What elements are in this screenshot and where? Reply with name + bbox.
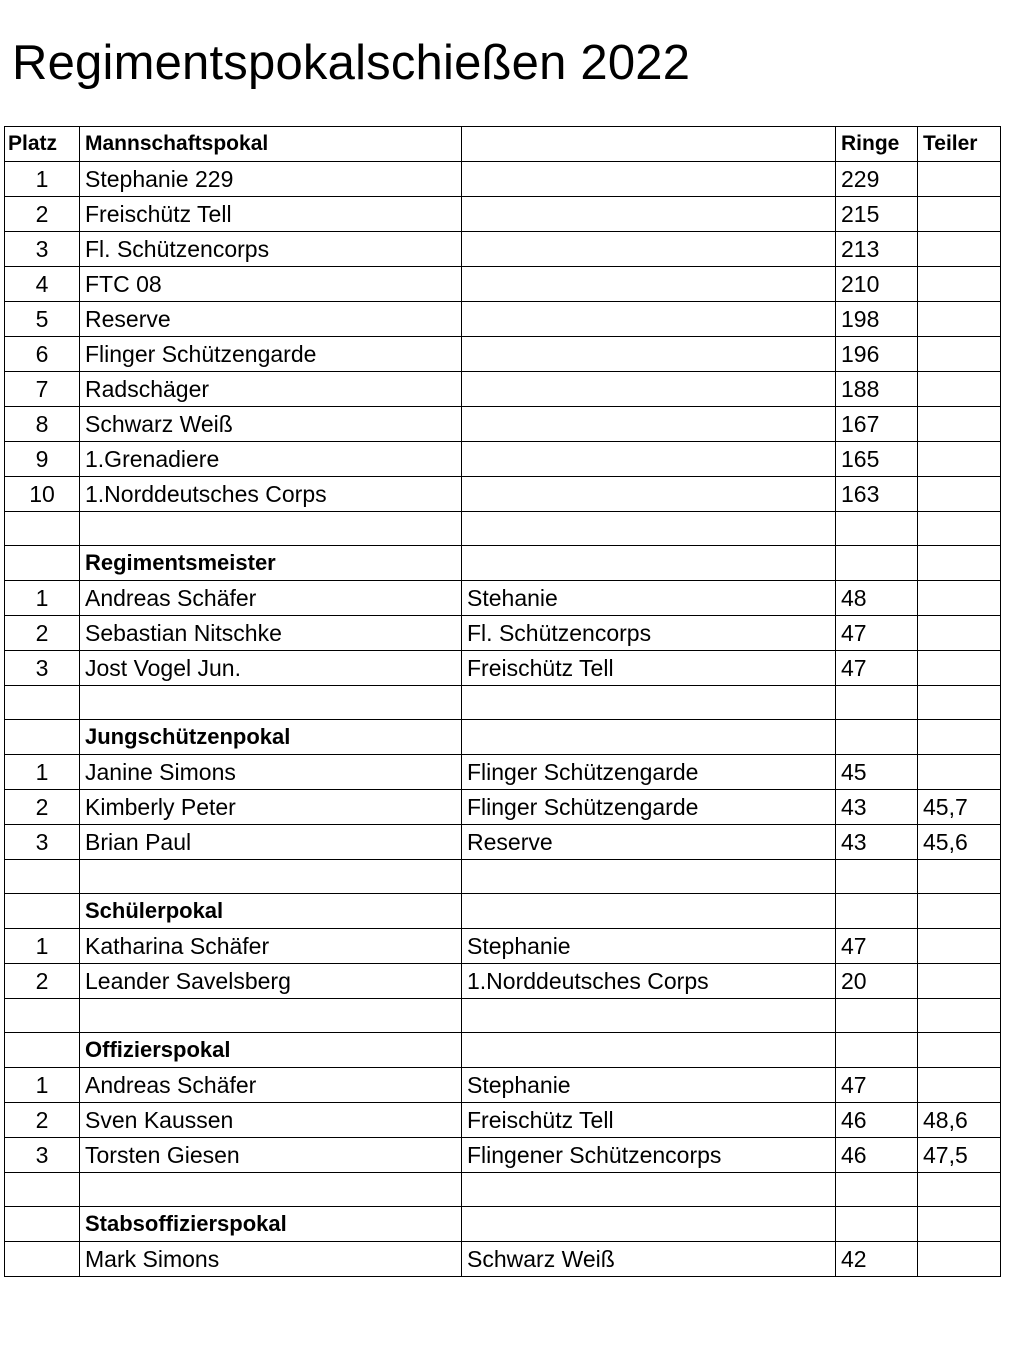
header-team <box>462 127 836 162</box>
platz-cell <box>5 1033 80 1068</box>
team-cell <box>462 162 836 197</box>
name-cell <box>80 686 462 720</box>
team-cell <box>462 999 836 1033</box>
section-title: Stabsoffizierspokal <box>80 1207 462 1242</box>
team-cell: Freischütz Tell <box>462 1103 836 1138</box>
name-cell: Leander Savelsberg <box>80 964 462 999</box>
team-cell: Flinger Schützengarde <box>462 755 836 790</box>
teiler-cell <box>918 1173 1001 1207</box>
name-cell <box>80 512 462 546</box>
name-cell <box>80 1173 462 1207</box>
teiler-cell <box>918 616 1001 651</box>
teiler-cell <box>918 232 1001 267</box>
ringe-cell <box>836 1033 918 1068</box>
teiler-cell <box>918 442 1001 477</box>
platz-cell <box>5 1242 80 1277</box>
table-row <box>5 197 1001 232</box>
ringe-cell <box>836 512 918 546</box>
ringe-cell: 43 <box>836 825 918 860</box>
platz-cell: 1 <box>5 1068 80 1103</box>
ringe-cell <box>836 720 918 755</box>
platz-cell: 4 <box>5 267 80 302</box>
name-cell: Andreas Schäfer <box>80 581 462 616</box>
table-row <box>5 581 1001 616</box>
ringe-cell: 45 <box>836 755 918 790</box>
platz-cell: 7 <box>5 372 80 407</box>
team-cell <box>462 512 836 546</box>
teiler-cell <box>918 720 1001 755</box>
name-cell: Flinger Schützengarde <box>80 337 462 372</box>
ringe-cell: 47 <box>836 1068 918 1103</box>
team-cell <box>462 302 836 337</box>
name-cell: Torsten Giesen <box>80 1138 462 1173</box>
blank-row <box>5 686 1001 720</box>
name-cell: Janine Simons <box>80 755 462 790</box>
teiler-cell <box>918 860 1001 894</box>
name-cell: Jost Vogel Jun. <box>80 651 462 686</box>
ringe-cell: 210 <box>836 267 918 302</box>
team-cell: Stephanie <box>462 1068 836 1103</box>
section-title: Schülerpokal <box>80 894 462 929</box>
name-cell: Brian Paul <box>80 825 462 860</box>
teiler-cell <box>918 1068 1001 1103</box>
platz-cell: 10 <box>5 477 80 512</box>
team-cell <box>462 372 836 407</box>
teiler-cell <box>918 512 1001 546</box>
teiler-cell <box>918 755 1001 790</box>
team-cell <box>462 720 836 755</box>
team-cell: 1.Norddeutsches Corps <box>462 964 836 999</box>
platz-cell: 3 <box>5 232 80 267</box>
teiler-cell <box>918 1207 1001 1242</box>
platz-cell <box>5 546 80 581</box>
ringe-cell <box>836 999 918 1033</box>
section-header-row <box>5 1207 1001 1242</box>
platz-cell: 8 <box>5 407 80 442</box>
platz-cell <box>5 512 80 546</box>
teiler-cell: 45,7 <box>918 790 1001 825</box>
platz-cell <box>5 860 80 894</box>
platz-cell: 3 <box>5 1138 80 1173</box>
platz-cell: 2 <box>5 616 80 651</box>
team-cell <box>462 337 836 372</box>
name-cell: 1.Norddeutsches Corps <box>80 477 462 512</box>
table-row <box>5 1103 1001 1138</box>
platz-cell: 1 <box>5 581 80 616</box>
blank-row <box>5 512 1001 546</box>
table-header-row <box>5 127 1001 162</box>
blank-row <box>5 1173 1001 1207</box>
team-cell <box>462 860 836 894</box>
team-cell: Flinger Schützengarde <box>462 790 836 825</box>
platz-cell: 9 <box>5 442 80 477</box>
table-row <box>5 825 1001 860</box>
teiler-cell <box>918 546 1001 581</box>
teiler-cell <box>918 267 1001 302</box>
platz-cell: 2 <box>5 1103 80 1138</box>
section-header-row <box>5 720 1001 755</box>
table-row <box>5 790 1001 825</box>
table-row <box>5 964 1001 999</box>
ringe-cell: 47 <box>836 929 918 964</box>
teiler-cell <box>918 162 1001 197</box>
table-row <box>5 442 1001 477</box>
name-cell: Sebastian Nitschke <box>80 616 462 651</box>
teiler-cell <box>918 929 1001 964</box>
table-row <box>5 929 1001 964</box>
ringe-cell <box>836 894 918 929</box>
teiler-cell <box>918 999 1001 1033</box>
team-cell <box>462 267 836 302</box>
platz-cell: 3 <box>5 825 80 860</box>
section-title: Offizierspokal <box>80 1033 462 1068</box>
name-cell: Schwarz Weiß <box>80 407 462 442</box>
ringe-cell: 215 <box>836 197 918 232</box>
ringe-cell <box>836 546 918 581</box>
name-cell: Kimberly Peter <box>80 790 462 825</box>
header-ringe: Ringe <box>836 127 918 162</box>
name-cell: Mark Simons <box>80 1242 462 1277</box>
ringe-cell: 47 <box>836 616 918 651</box>
section-header-row <box>5 894 1001 929</box>
ringe-cell: 20 <box>836 964 918 999</box>
platz-cell: 2 <box>5 790 80 825</box>
ringe-cell: 198 <box>836 302 918 337</box>
ringe-cell: 46 <box>836 1138 918 1173</box>
teiler-cell <box>918 372 1001 407</box>
ringe-cell: 42 <box>836 1242 918 1277</box>
table-row <box>5 651 1001 686</box>
header-platz: Platz <box>5 127 80 162</box>
results-table <box>4 126 1001 1277</box>
table-row <box>5 477 1001 512</box>
name-cell: Freischütz Tell <box>80 197 462 232</box>
team-cell <box>462 232 836 267</box>
platz-cell: 1 <box>5 755 80 790</box>
platz-cell: 1 <box>5 929 80 964</box>
platz-cell: 5 <box>5 302 80 337</box>
team-cell <box>462 477 836 512</box>
ringe-cell: 167 <box>836 407 918 442</box>
team-cell <box>462 894 836 929</box>
section-title: Jungschützenpokal <box>80 720 462 755</box>
team-cell: Flingener Schützencorps <box>462 1138 836 1173</box>
ringe-cell <box>836 1207 918 1242</box>
teiler-cell <box>918 197 1001 232</box>
teiler-cell <box>918 477 1001 512</box>
teiler-cell: 45,6 <box>918 825 1001 860</box>
platz-cell <box>5 720 80 755</box>
ringe-cell: 47 <box>836 651 918 686</box>
page-title: Regimentspokalschießen 2022 <box>12 36 691 90</box>
ringe-cell: 213 <box>836 232 918 267</box>
table-row <box>5 162 1001 197</box>
platz-cell <box>5 1207 80 1242</box>
teiler-cell <box>918 581 1001 616</box>
platz-cell <box>5 999 80 1033</box>
blank-row <box>5 999 1001 1033</box>
team-cell <box>462 1033 836 1068</box>
teiler-cell <box>918 302 1001 337</box>
team-cell: Stephanie <box>462 929 836 964</box>
section-header-row <box>5 546 1001 581</box>
ringe-cell <box>836 1173 918 1207</box>
table-row <box>5 232 1001 267</box>
ringe-cell: 196 <box>836 337 918 372</box>
table-row <box>5 1242 1001 1277</box>
team-cell <box>462 546 836 581</box>
teiler-cell <box>918 894 1001 929</box>
name-cell <box>80 999 462 1033</box>
table-row <box>5 1068 1001 1103</box>
teiler-cell: 48,6 <box>918 1103 1001 1138</box>
ringe-cell: 43 <box>836 790 918 825</box>
table-row <box>5 1138 1001 1173</box>
platz-cell: 2 <box>5 197 80 232</box>
teiler-cell <box>918 964 1001 999</box>
platz-cell: 3 <box>5 651 80 686</box>
table-row <box>5 616 1001 651</box>
name-cell: Sven Kaussen <box>80 1103 462 1138</box>
ringe-cell: 46 <box>836 1103 918 1138</box>
teiler-cell <box>918 686 1001 720</box>
teiler-cell <box>918 407 1001 442</box>
name-cell <box>80 860 462 894</box>
team-cell <box>462 1173 836 1207</box>
name-cell: Andreas Schäfer <box>80 1068 462 1103</box>
platz-cell <box>5 686 80 720</box>
results-table-body <box>5 127 1001 1277</box>
section-header-row <box>5 1033 1001 1068</box>
header-teiler: Teiler <box>918 127 1001 162</box>
ringe-cell: 229 <box>836 162 918 197</box>
ringe-cell: 48 <box>836 581 918 616</box>
ringe-cell: 165 <box>836 442 918 477</box>
name-cell: Fl. Schützencorps <box>80 232 462 267</box>
team-cell <box>462 197 836 232</box>
name-cell: Katharina Schäfer <box>80 929 462 964</box>
table-row <box>5 302 1001 337</box>
name-cell: 1.Grenadiere <box>80 442 462 477</box>
teiler-cell: 47,5 <box>918 1138 1001 1173</box>
team-cell: Fl. Schützencorps <box>462 616 836 651</box>
header-mannschaftspokal: Mannschaftspokal <box>80 127 462 162</box>
ringe-cell <box>836 860 918 894</box>
table-row <box>5 755 1001 790</box>
teiler-cell <box>918 1033 1001 1068</box>
teiler-cell <box>918 1242 1001 1277</box>
teiler-cell <box>918 651 1001 686</box>
table-row <box>5 407 1001 442</box>
ringe-cell <box>836 686 918 720</box>
platz-cell: 6 <box>5 337 80 372</box>
table-row <box>5 267 1001 302</box>
platz-cell <box>5 894 80 929</box>
name-cell: Radschäger <box>80 372 462 407</box>
name-cell: Reserve <box>80 302 462 337</box>
team-cell <box>462 442 836 477</box>
table-row <box>5 337 1001 372</box>
team-cell <box>462 407 836 442</box>
platz-cell: 1 <box>5 162 80 197</box>
team-cell: Freischütz Tell <box>462 651 836 686</box>
platz-cell <box>5 1173 80 1207</box>
blank-row <box>5 860 1001 894</box>
teiler-cell <box>918 337 1001 372</box>
table-row <box>5 372 1001 407</box>
section-title: Regimentsmeister <box>80 546 462 581</box>
name-cell: FTC 08 <box>80 267 462 302</box>
team-cell: Stehanie <box>462 581 836 616</box>
team-cell <box>462 686 836 720</box>
ringe-cell: 188 <box>836 372 918 407</box>
team-cell: Reserve <box>462 825 836 860</box>
team-cell <box>462 1207 836 1242</box>
name-cell: Stephanie 229 <box>80 162 462 197</box>
platz-cell: 2 <box>5 964 80 999</box>
team-cell: Schwarz Weiß <box>462 1242 836 1277</box>
ringe-cell: 163 <box>836 477 918 512</box>
